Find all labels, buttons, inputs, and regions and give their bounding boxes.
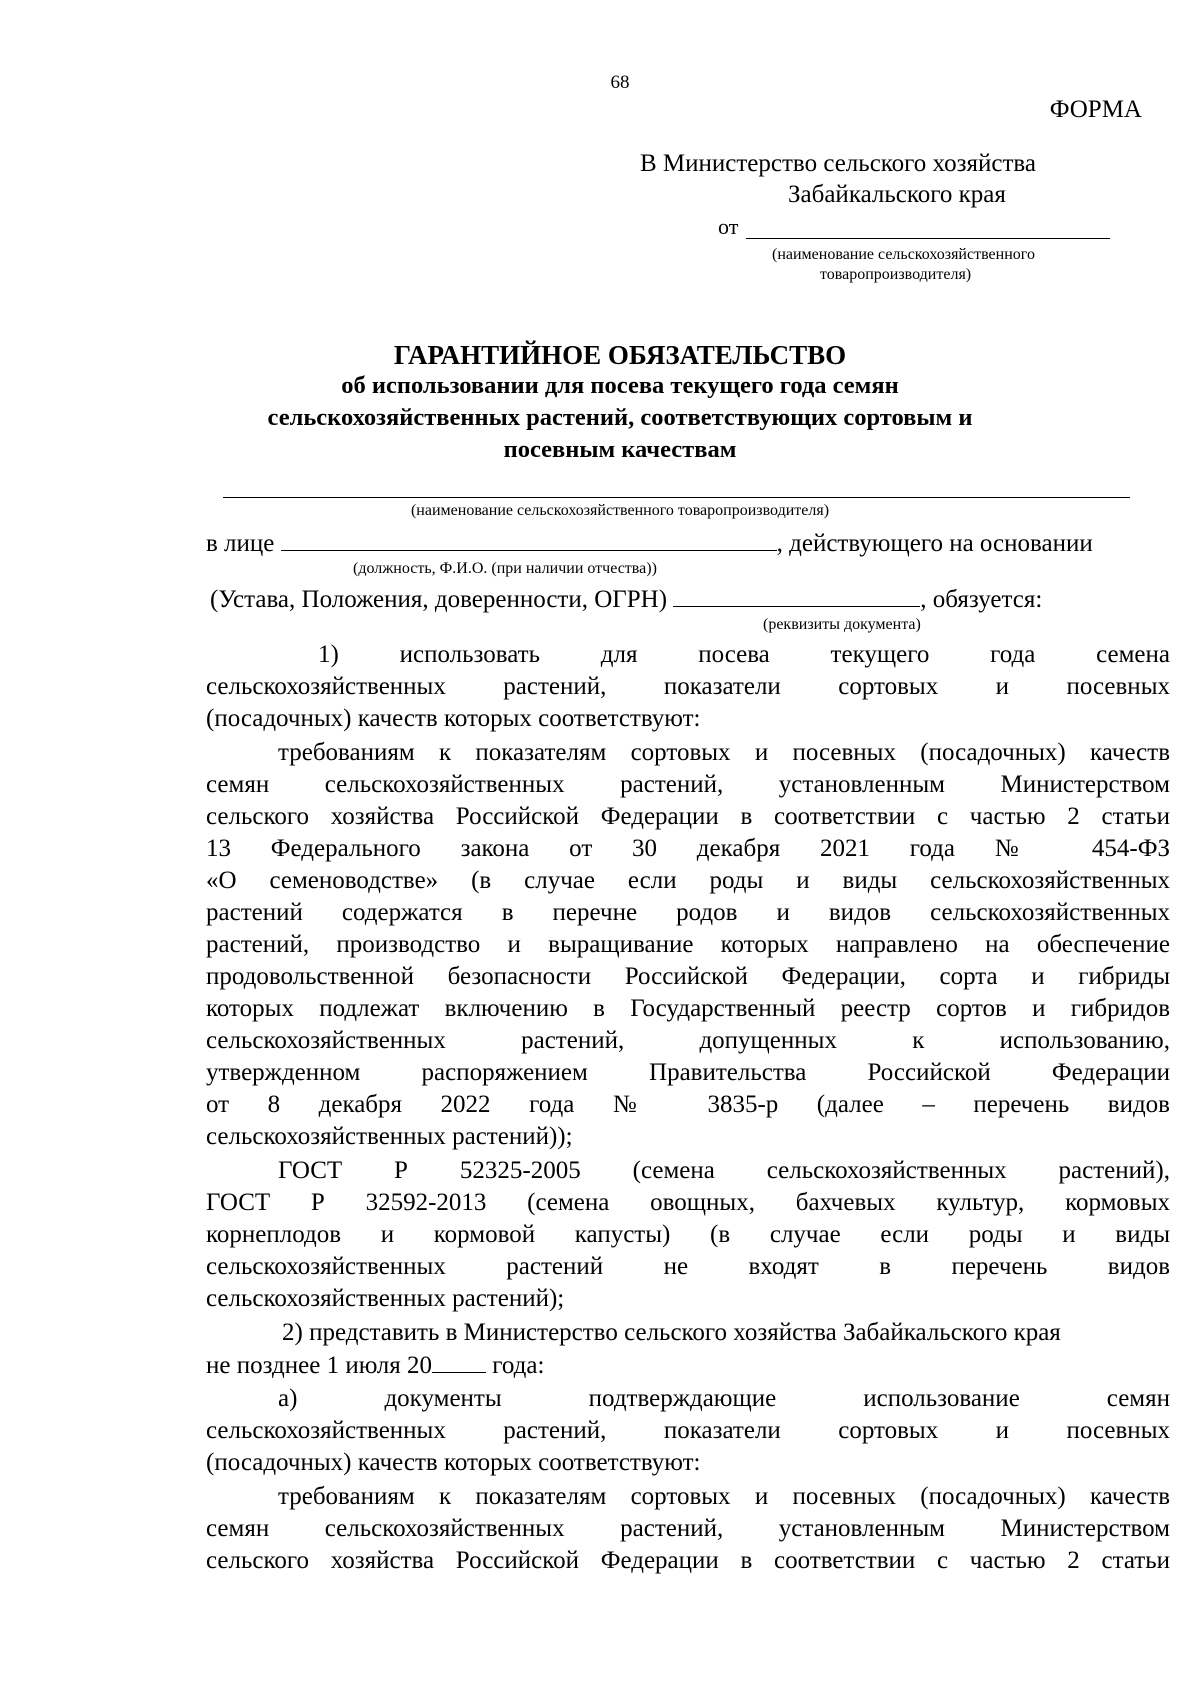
- addressee-line-2: Забайкальского края: [788, 181, 1006, 208]
- title-sub-1: об использовании для посева текущего года семян: [341, 372, 899, 399]
- sender-caption-2: товаропроизводителя): [820, 266, 972, 283]
- text-line: которых подлежат включению в Государственный реестр сортов и гибридов: [206, 995, 1170, 1022]
- text-line: требованиям к показателям сортовых и посевных (посадочных) качеств: [278, 1483, 1170, 1510]
- text-line: растений, производство и выращивание которых направлено на обеспечение: [206, 931, 1170, 958]
- documents-row: [210, 584, 1174, 615]
- title-sub-2: сельскохозяйственных растений, соответствующих сортовым и: [267, 404, 973, 431]
- title-main: ГАРАНТИЙНОЕ ОБЯЗАТЕЛЬСТВО: [393, 340, 847, 370]
- producer-name-line: [223, 497, 1130, 498]
- text-line: «О семеноводстве» (в случае если роды и виды сельскохозяйственных: [206, 867, 1170, 894]
- obliges-label: , обязуется:: [920, 586, 1043, 613]
- text-line: сельскохозяйственных растений не входят в перечень видов: [206, 1253, 1170, 1280]
- text-line: (посадочных) качеств которых соответствуют:: [206, 1449, 701, 1476]
- text-line: 13 Федерального закона от 30 декабря 2021 года № 454-ФЗ: [206, 835, 1170, 862]
- text-line: от 8 декабря 2022 года № 3835-р (далее – перечень видов: [206, 1091, 1170, 1118]
- deadline-row: [206, 1350, 1170, 1381]
- requisites-caption: (реквизиты документа): [763, 616, 921, 633]
- text-line: семян сельскохозяйственных растений, установленным Министерством: [206, 1515, 1170, 1542]
- documents-label: (Устава, Положения, доверенности, ОГРН): [210, 586, 668, 613]
- text-line: растений содержатся в перечне родов и видов сельскохозяйственных: [206, 899, 1170, 926]
- text-line: (посадочных) качеств которых соответствуют:: [206, 705, 701, 732]
- text-line: сельскохозяйственных растений, показатели сортовых и посевных: [206, 1417, 1170, 1444]
- text-line: ГОСТ Р 32592-2013 (семена овощных, бахчевых культур, кормовых: [206, 1189, 1170, 1216]
- year-blank-line: [432, 1350, 486, 1373]
- text-line: а) документы подтверждающие использование семян: [278, 1385, 1170, 1412]
- text-line: сельского хозяйства Российской Федерации в соответствии с частью 2 статьи: [206, 803, 1170, 830]
- text-line: сельскохозяйственных растений, показатели сортовых и посевных: [206, 673, 1170, 700]
- text-line: 1) использовать для посева текущего года семена: [318, 641, 1170, 668]
- text-line: продовольственной безопасности Российской Федерации, сорта и гибриды: [206, 963, 1170, 990]
- text-line: 2) представить в Министерство сельского хозяйства Забайкальского края: [282, 1319, 1061, 1346]
- addressee-line-1: В Министерство сельского хозяйства: [640, 150, 1036, 177]
- sender-blank-line: [746, 238, 1110, 239]
- text-line: сельскохозяйственных растений, допущенных к использованию,: [206, 1027, 1170, 1054]
- text-line: требованиям к показателям сортовых и посевных (посадочных) качеств: [278, 739, 1170, 766]
- deadline-year-suffix: года:: [485, 1352, 545, 1379]
- text-line: сельского хозяйства Российской Федерации в соответствии с частью 2 статьи: [206, 1547, 1170, 1574]
- form-label: ФОРМА: [1049, 96, 1142, 123]
- sender-caption-1: (наименование сельскохозяйственного: [772, 246, 1035, 263]
- deadline-text: не позднее 1 июля 20: [206, 1352, 432, 1379]
- text-line: утвержденном распоряжением Правительства Российской Федерации: [206, 1059, 1170, 1086]
- position-caption: (должность, Ф.И.О. (при наличии отчества)): [353, 560, 657, 577]
- producer-caption: (наименование сельскохозяйственного товаропроизводителя): [410, 502, 830, 519]
- page-number: 68: [610, 72, 630, 93]
- text-line: семян сельскохозяйственных растений, установленным Министерством: [206, 771, 1170, 798]
- position-name-line: [281, 528, 777, 551]
- in-person-row: [206, 528, 1170, 559]
- text-line: ГОСТ Р 52325-2005 (семена сельскохозяйственных растений),: [278, 1157, 1170, 1184]
- text-line: сельскохозяйственных растений);: [206, 1285, 565, 1312]
- in-person-label: в лице: [206, 530, 275, 557]
- text-line: сельскохозяйственных растений));: [206, 1123, 573, 1150]
- text-line: корнеплодов и кормовой капусты) (в случае если роды и виды: [206, 1221, 1170, 1248]
- title-sub-3: посевным качествам: [503, 436, 737, 463]
- requisites-line: [673, 584, 920, 607]
- acting-basis-label: , действующего на основании: [776, 530, 1093, 557]
- from-label: от: [718, 214, 739, 239]
